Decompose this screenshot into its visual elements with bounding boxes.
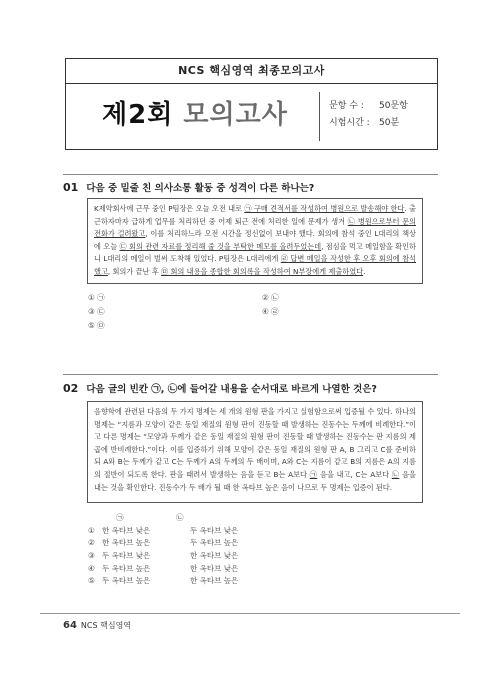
option-3[interactable]: ③ ㉢ [88, 307, 105, 316]
question-2-passage [87, 401, 423, 503]
answer-row-2[interactable]: ② 한 옥타브 높은 두 옥타브 높은 [88, 538, 239, 548]
question-2-rule [63, 374, 438, 375]
exam-title-row [66, 84, 437, 149]
question-1-passage [87, 198, 423, 284]
answer-table [88, 512, 238, 588]
question-1-heading [63, 180, 314, 194]
column-b-head: ㉡ [176, 513, 184, 522]
option-4[interactable]: ④ ㉣ [262, 307, 279, 316]
passage-text: , 점심을 먹고 메일함을 확인하니 L대리의 메일이 벌써 도착해 있었다. P팀장은 L대리에게 [94, 241, 416, 264]
page-number: 64 [63, 620, 77, 631]
footer-label: NCS 핵심영역 [80, 621, 132, 630]
question-1-number: 01 [63, 181, 79, 194]
exam-series-title: NCS 핵심영역 최종모의고사 [66, 59, 437, 84]
exam-round: 제2회 [102, 100, 174, 130]
question-2-heading [63, 381, 377, 395]
time-limit-value: 50분 [379, 118, 400, 128]
passage-period: . [363, 266, 366, 276]
passage-text: . 출근하자마자 급하게 업무를 처리하던 중 어제 퇴근 전에 처리한 일에 문제가 생겨 [94, 204, 416, 226]
passage-text: , 이를 처리하느라 오전 시간을 정신없이 보내야 했다. 회의에 참석 중인 L대리의 책상에 오늘 [94, 229, 416, 251]
question-2-number: 02 [63, 382, 79, 395]
exam-header [65, 58, 438, 150]
underlined-c: ㉢ 회의 관련 자료를 정리해 줄 것을 부탁한 메모를 올려두었는데 [119, 241, 322, 251]
answer-row-4[interactable]: ④ 두 옥타브 높은 한 옥타브 낮은 [88, 563, 239, 573]
option-1[interactable]: ① ㉠ [88, 293, 105, 302]
underlined-d: ㉣ 답변 메일을 작성한 후 오후 회의에 참석했고 [94, 254, 416, 276]
column-a-head: ㉠ [116, 513, 124, 522]
answer-table-header [88, 512, 238, 525]
passage-text: , 회의가 끝난 후 [107, 266, 161, 276]
answer-row-1[interactable]: ① 한 옥타브 낮은 두 옥타브 낮은 [88, 525, 239, 535]
underlined-a: ㉠ 구매 견적서를 작성하여 병원으로 발송해야 한다 [244, 204, 405, 213]
underlined-e: ㉤ 회의 내용을 종합한 회의록을 작성하여 N부장에게 제출하였다 [160, 266, 364, 276]
time-limit-label: 시험시간 : [329, 118, 370, 128]
passage-text: 음향학에 관련된 다음의 두 가지 명제는 세 개의 원형 판을 가지고 실험함으로써 입증될 수 있다. 하나의 명제는 “지름과 모양이 같은 동일 재질의 원형 판이 진동할 때 발생하는 진동수는 두께에 비례한다.”이고 다른 명제는 “모양과 두께가 같은 동일 재질의 원형 판이 진동할 때 발생하는 진동수는 판 지름의 제곱에 반비례한다.”이다. 이를 입증하기 위해 모양이 같은 동일 재질의 원형 판 A, B 그리고 C를 준비하되 A와 B는 두께가 같고 C는 두께가 A의 두께의 두 배이며, A와 C는 지름이 같고 B의 지름은 A의 지름의 절반이 되도록 한다. 판을 때려서 발생하는 음을 듣고 B는 A보다 [94, 407, 416, 479]
question-count-value: 50문항 [379, 101, 408, 111]
blank-1: ㉠ [309, 469, 318, 479]
answer-row-5[interactable]: ⑤ 두 옥타브 높은 한 옥타브 높은 [88, 576, 239, 586]
question-2-stem: 다음 글의 빈칸 ㉠, ㉡에 들어갈 내용을 순서대로 바르게 나열한 것은? [86, 384, 377, 395]
passage-text: K제약회사에 근무 중인 P팀장은 오늘 오전 내로 [94, 204, 245, 213]
header-divider [319, 92, 320, 141]
option-2[interactable]: ② ㉡ [262, 293, 279, 302]
exam-title [102, 94, 288, 131]
passage-text: 음을 내고, C는 A보다 [317, 469, 392, 479]
blank-2: ㉡ [391, 469, 400, 479]
exam-info [329, 98, 408, 132]
passage-text: 음을 내는 것을 확인한다. 진동수가 두 배가 될 때 한 옥타브 높은 음이 나므로 두 명제는 입증이 된다. [94, 469, 416, 492]
option-5[interactable]: ⑤ ㉤ [88, 321, 105, 330]
exam-name: 모의고사 [183, 100, 288, 130]
page-footer [63, 620, 131, 631]
underlined-b: ㉡ 병원으로부터 문의 전화가 걸려왔고 [94, 216, 416, 239]
footer-rule [40, 613, 460, 614]
question-1-stem: 다음 중 밑줄 친 의사소통 활동 중 성격이 다른 하나는? [86, 183, 315, 194]
answer-row-3[interactable]: ③ 두 옥타브 낮은 한 옥타브 낮은 [88, 551, 239, 561]
question-count-label: 문항 수 : [329, 101, 364, 111]
question-1-rule [63, 174, 438, 175]
